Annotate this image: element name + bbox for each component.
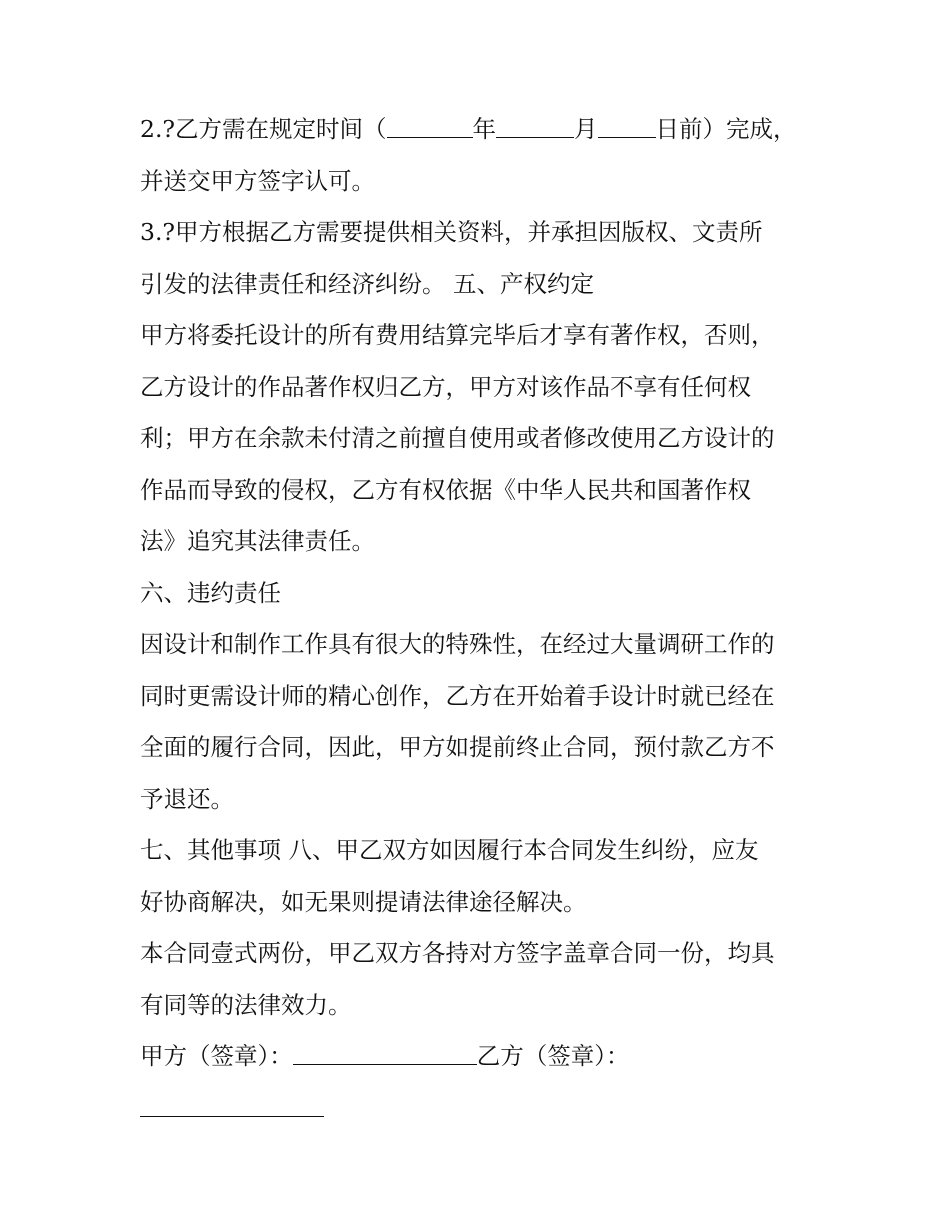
closing-body <box>140 928 820 1031</box>
day-blank <box>598 114 656 139</box>
section-7-line: 好协商解决，如无果则提请法律途径解决。 <box>140 887 587 916</box>
closing-line: 有同等的法律效力。 <box>140 990 352 1019</box>
party-b-signature-blank <box>140 1092 324 1117</box>
section-5-line: 作品而导致的侵权，乙方有权依据《中华人民共和国著作权 <box>140 475 751 504</box>
signature-line <box>140 1031 820 1083</box>
section-5-line: 乙方设计的作品著作权归乙方，甲方对该作品不享有任何权 <box>140 372 751 401</box>
clause-2-line-2: 并送交甲方签字认可。 <box>140 166 375 195</box>
party-a-signature-label: 甲方（签章）： <box>140 1042 293 1070</box>
section-5-body <box>140 310 820 568</box>
closing-line: 本合同壹式两份，甲乙双方各持对方签字盖章合同一份，均具 <box>140 939 775 967</box>
section-6-line: 因设计和制作工作具有很大的特殊性，在经过大量调研工作的 <box>140 630 775 658</box>
month-blank <box>496 114 574 139</box>
section-5-line: 利；甲方在余款未付清之前擅自使用或者修改使用乙方设计的 <box>140 424 775 452</box>
clause-2-line-1 <box>140 104 820 156</box>
clause-3-line-2: 引发的法律责任和经济纠纷。 五、产权约定 <box>140 269 594 298</box>
clause-2-prefix: 2.?乙方需在规定时间（ <box>140 115 387 143</box>
section-5-line: 甲方将委托设计的所有费用结算完毕后才享有著作权，否则， <box>140 321 775 349</box>
party-a-signature-blank <box>293 1041 477 1066</box>
section-6-heading: 六、违约责任 <box>140 578 281 607</box>
section-7-line: 七、其他事项 八、甲乙双方如因履行本合同发生纠纷，应友 <box>140 836 759 864</box>
section-6-line: 全面的履行合同，因此，甲方如提前终止合同，预付款乙方不 <box>140 733 775 761</box>
year-label: 年 <box>472 115 497 143</box>
day-label: 日前）完成， <box>655 115 797 143</box>
section-6-line: 同时更需设计师的精心创作，乙方在开始着手设计时就已经在 <box>140 681 775 710</box>
party-b-signature-row <box>140 1083 820 1113</box>
contract-page <box>140 104 820 1113</box>
year-blank <box>387 114 473 139</box>
section-7-body <box>140 825 820 928</box>
section-6-body <box>140 619 820 825</box>
party-b-signature-label: 乙方（签章）： <box>476 1042 630 1070</box>
section-5-line: 法》追究其法律责任。 <box>140 527 375 555</box>
month-label: 月 <box>574 115 598 143</box>
clause-3-line-1: 3.?甲方根据乙方需要提供相关资料，并承担因版权、文责所 <box>140 218 763 246</box>
section-6-line: 予退还。 <box>140 784 234 813</box>
